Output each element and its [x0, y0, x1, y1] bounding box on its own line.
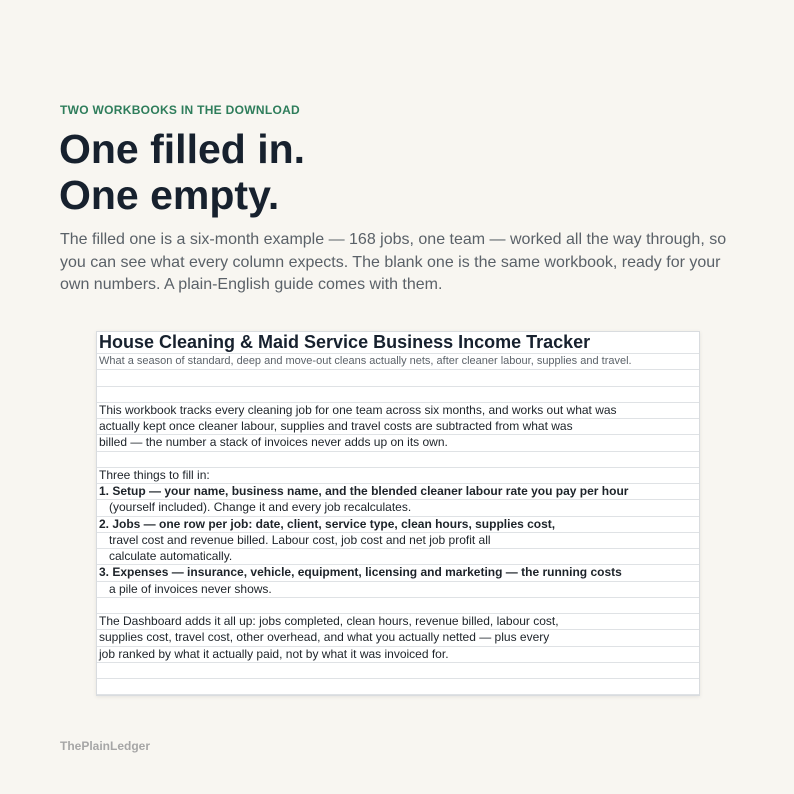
sheet-row: travel cost and revenue billed. Labour cost, job cost and net job profit all — [97, 533, 699, 549]
sheet-title: House Cleaning & Maid Service Business Income Tracker — [97, 332, 699, 354]
sheet-row — [97, 598, 699, 614]
sheet-row: Three things to fill in: — [97, 468, 699, 484]
sheet-row: 3. Expenses — insurance, vehicle, equipment, licensing and marketing — the running costs — [97, 565, 699, 581]
spreadsheet-preview — [96, 331, 700, 696]
sheet-row: (yourself included). Change it and every job recalculates. — [97, 500, 699, 516]
sheet-row — [97, 370, 699, 386]
sheet-row: calculate automatically. — [97, 549, 699, 565]
sheet-row — [97, 679, 699, 695]
sheet-row: supplies cost, travel cost, other overhead, and what you actually netted — plus every — [97, 630, 699, 646]
sheet-row: a pile of invoices never shows. — [97, 582, 699, 598]
sheet-row: 1. Setup — your name, business name, and the blended cleaner labour rate you pay per hour — [97, 484, 699, 500]
eyebrow-label: TWO WORKBOOKS IN THE DOWNLOAD — [60, 103, 301, 117]
headline-line-2: One empty. — [59, 172, 280, 218]
sheet-row: The Dashboard adds it all up: jobs completed, clean hours, revenue billed, labour cost, — [97, 614, 699, 630]
sheet-row: billed — the number a stack of invoices never adds up on its own. — [97, 435, 699, 451]
sheet-row — [97, 452, 699, 468]
brand-footer: ThePlainLedger — [60, 739, 151, 753]
sheet-row: job ranked by what it actually paid, not by what it was invoiced for. — [97, 647, 699, 663]
sheet-row — [97, 387, 699, 403]
sheet-subtitle: What a season of standard, deep and move-out cleans actually nets, after cleaner labour, supplies and travel. — [97, 354, 699, 370]
headline-line-1: One filled in. — [59, 126, 306, 172]
sheet-row: actually kept once cleaner labour, supplies and travel costs are subtracted from what was — [97, 419, 699, 435]
sheet-row — [97, 663, 699, 679]
sheet-row: This workbook tracks every cleaning job for one team across six months, and works out what was — [97, 403, 699, 419]
intro-paragraph: The filled one is a six-month example — 168 jobs, one team — worked all the way through, so you can see what every column expects. The blank one is the same workbook, ready for your own numbers. A plain-English guide comes with them. — [60, 231, 727, 293]
headline — [59, 126, 305, 218]
sheet-row: 2. Jobs — one row per job: date, client, service type, clean hours, supplies cost, — [97, 517, 699, 533]
